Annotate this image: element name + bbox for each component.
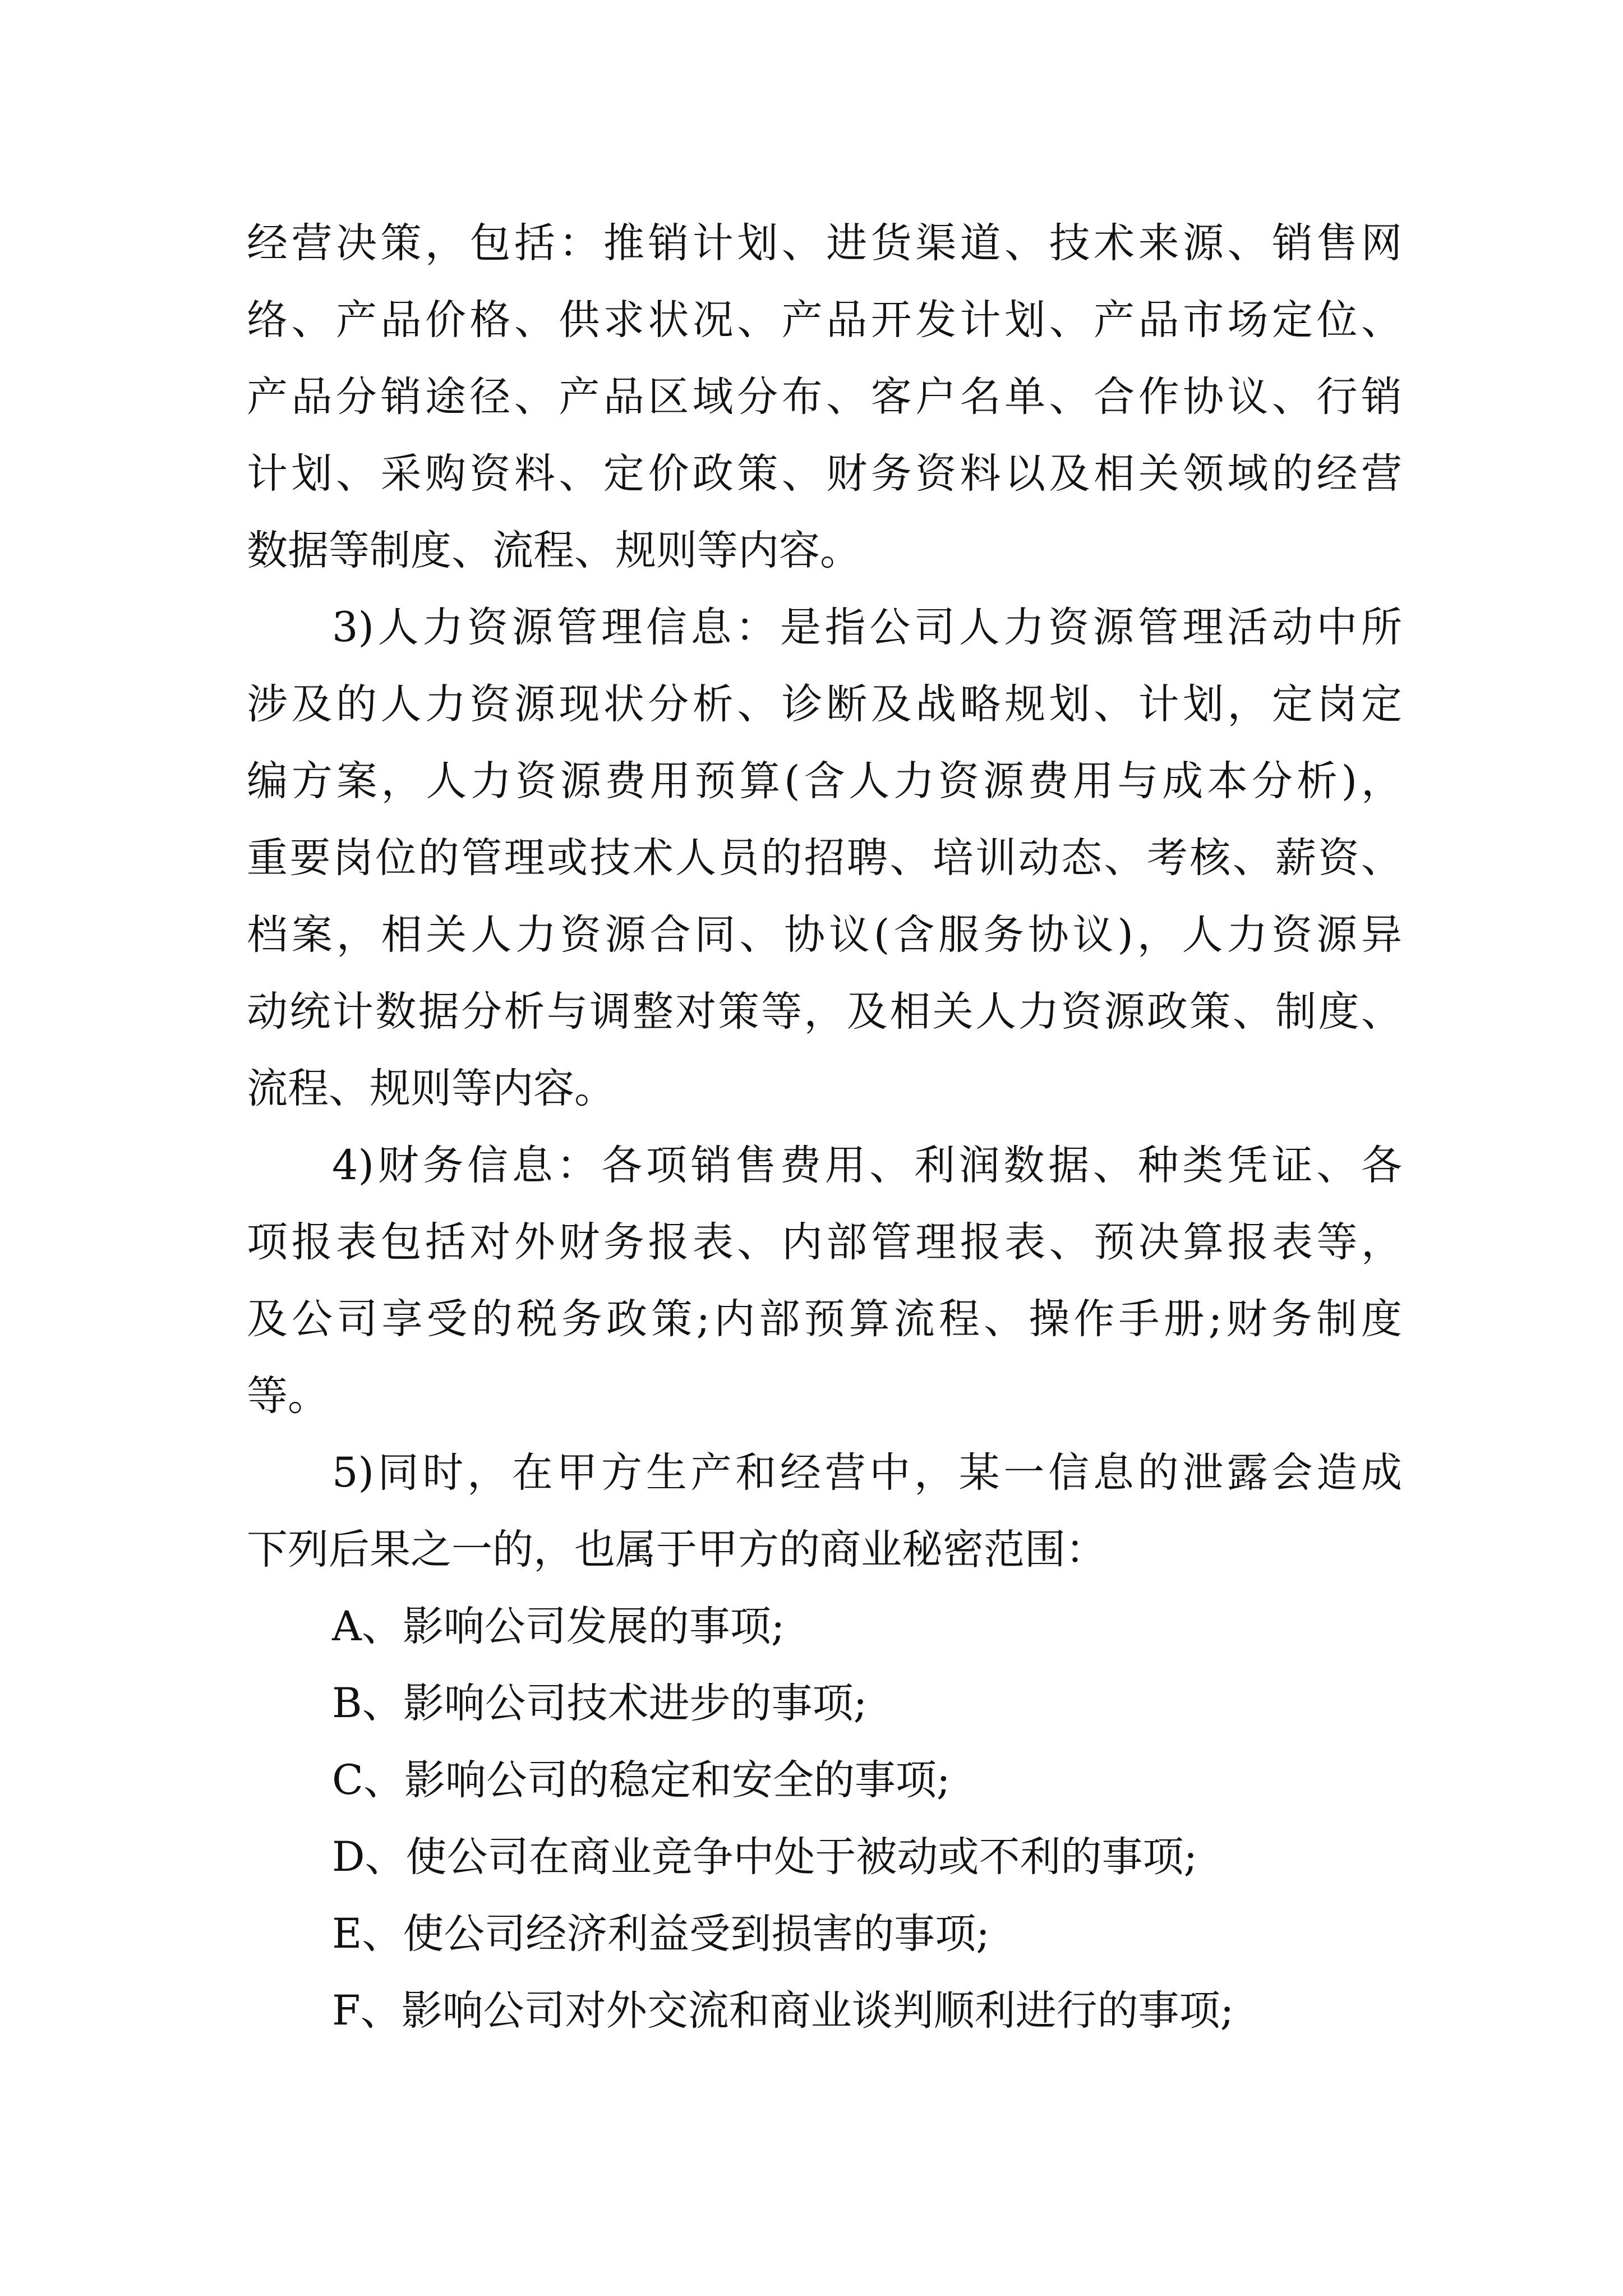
consequence-list [247, 1588, 1402, 2049]
text-line: 涉及的人力资源现状分析、诊断及战略规划、计划，定岗定 [247, 680, 1402, 728]
text-line: 动统计数据分析与调整对策等，及相关人力资源政策、制度、 [247, 988, 1402, 1036]
document-body [247, 205, 1402, 2049]
text-line: 及公司享受的税务政策;内部预算流程、操作手册;财务制度 [247, 1295, 1402, 1343]
list-item: C、影响公司的稳定和安全的事项; [332, 1756, 951, 1804]
text-line: 项报表包括对外财务报表、内部管理报表、预决算报表等， [247, 1218, 1402, 1266]
list-item: A、影响公司发展的事项; [332, 1603, 785, 1650]
text-line: 产品分销途径、产品区域分布、客户名单、合作协议、行销 [247, 373, 1402, 421]
text-line: 重要岗位的管理或技术人员的招聘、培训动态、考核、薪资、 [247, 834, 1402, 882]
text-line: 经营决策，包括：推销计划、进货渠道、技术来源、销售网 [247, 219, 1402, 267]
text-line: 等。 [247, 1372, 329, 1420]
list-item: D、使公司在商业竞争中处于被动或不利的事项; [332, 1833, 1198, 1881]
list-item: E、使公司经济利益受到损害的事项; [332, 1910, 990, 1958]
text-line: 编方案，人力资源费用预算(含人力资源费用与成本分析)， [247, 757, 1402, 805]
text-line: 4)财务信息：各项销售费用、利润数据、种类凭证、各 [332, 1142, 1402, 1189]
text-line: 3)人力资源管理信息：是指公司人力资源管理活动中所 [332, 604, 1402, 651]
text-line: 络、产品价格、供求状况、产品开发计划、产品市场定位、 [247, 296, 1402, 344]
paragraph-consequences-intro [247, 1434, 1402, 1588]
text-line: 5)同时，在甲方生产和经营中，某一信息的泄露会造成 [332, 1449, 1402, 1497]
text-line: 数据等制度、流程、规则等内容。 [247, 527, 861, 574]
paragraph-hr-info [247, 589, 1402, 1127]
text-line: 流程、规则等内容。 [247, 1065, 615, 1112]
text-line: 下列后果之一的，也属于甲方的商业秘密范围： [247, 1526, 1106, 1573]
paragraph-business-info [247, 205, 1402, 589]
list-item: B、影响公司技术进步的事项; [332, 1680, 868, 1727]
text-line: 计划、采购资料、定价政策、财务资料以及相关领域的经营 [247, 450, 1402, 498]
text-line: 档案，相关人力资源合同、协议(含服务协议)，人力资源异 [247, 911, 1402, 959]
paragraph-finance-info [247, 1127, 1402, 1434]
list-item: F、影响公司对外交流和商业谈判顺利进行的事项; [332, 1987, 1234, 2035]
